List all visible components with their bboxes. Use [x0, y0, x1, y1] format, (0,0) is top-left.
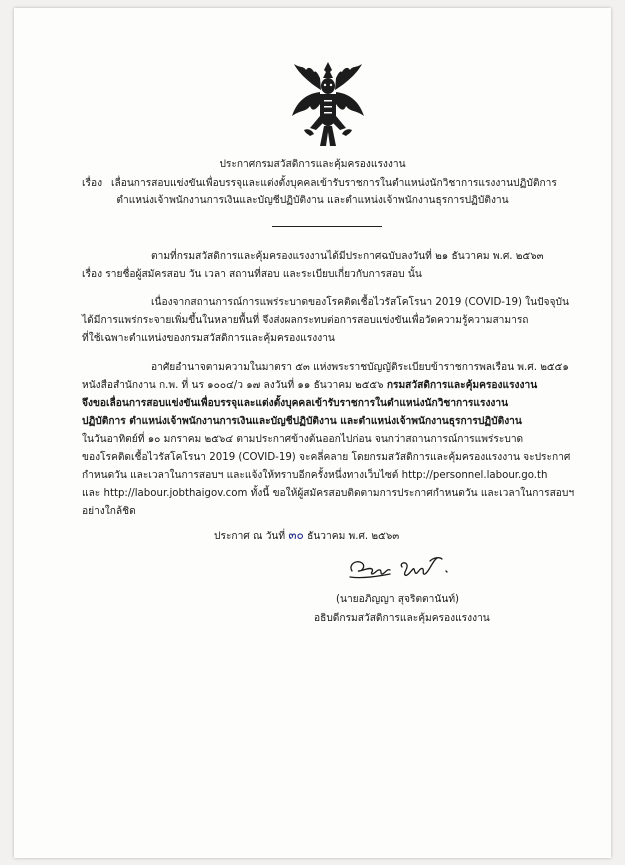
- para3-line7: กำหนดวัน และเวลาในการสอบฯ และแจ้งให้ทราบอีกครั้งหนึ่งทางเว็บไซต์ http://personnel.labour.go.th: [82, 470, 548, 481]
- para2-line2: ได้มีการแพร่กระจายเพิ่มขึ้นในหลายพื้นที่ จึงส่งผลกระทบต่อการสอบแข่งขันเพื่อวัดความรู้ความสามารถ: [82, 315, 529, 326]
- para3-line2-normal: หนังสือสำนักงาน ก.พ. ที่ นร ๑๐๐๔/ว ๑๗ ลงวันที่ ๑๑ ธันวาคม ๒๕๕๖: [82, 380, 387, 391]
- para3-line3: จึงขอเลื่อนการสอบแข่งขันเพื่อบรรจุและแต่งตั้งบุคคลเข้ารับราชการในตำแหน่งนักวิชาการแรงงาน: [82, 398, 509, 409]
- para3-line6: ของโรคติดเชื้อไวรัสโคโรนา 2019 (COVID-19) จะคลี่คลาย โดยกรมสวัสดิการและคุ้มครองแรงงาน จะประกาศ: [82, 452, 571, 463]
- date-suffix: ธันวาคม พ.ศ. ๒๕๖๓: [307, 531, 400, 542]
- handwritten-signature: [346, 549, 456, 585]
- para3-line4: ปฏิบัติการ ตำแหน่งเจ้าพนักงานการเงินและบัญชีปฏิบัติงาน และตำแหน่งเจ้าพนักงานธุรการปฏิบัติงาน: [82, 416, 522, 427]
- subject-label: เรื่อง: [82, 178, 103, 189]
- announcement-title: ประกาศกรมสวัสดิการและคุ้มครองแรงงาน: [219, 159, 406, 170]
- para3-line2: [82, 379, 537, 393]
- document-page: [14, 8, 611, 858]
- subject-line-1: เลื่อนการสอบแข่งขันเพื่อบรรจุและแต่งตั้งบุคคลเข้ารับราชการในตำแหน่งนักวิชาการแรงงานปฏิบัติการ: [111, 178, 557, 189]
- signer-position: อธิบดีกรมสวัสดิการและคุ้มครองแรงงาน: [314, 613, 490, 624]
- signer-name: (นายอภิญญา สุจริตตานันท์): [336, 594, 460, 605]
- title-divider: [272, 226, 382, 227]
- para1-line2: เรื่อง รายชื่อผู้สมัครสอบ วัน เวลา สถานที่สอบ และระเบียบเกี่ยวกับการสอบ นั้น: [82, 269, 422, 280]
- garuda-emblem: [290, 60, 366, 150]
- para3-line1: อาศัยอำนาจตามความในมาตรา ๕๓ แห่งพระราชบัญญัติระเบียบข้าราชการพลเรือน พ.ศ. ๒๕๕๑: [151, 362, 569, 373]
- subject-line-2: ตำแหน่งเจ้าพนักงานการเงินและบัญชีปฏิบัติงาน และตำแหน่งเจ้าพนักงานธุรการปฏิบัติงาน: [116, 195, 509, 206]
- para2-line1: เนื่องจากสถานการณ์การแพร่ระบาดของโรคติดเชื้อไวรัสโคโรนา 2019 (COVID-19) ในปัจจุบัน: [151, 297, 569, 308]
- para3-line5: ในวันอาทิตย์ที่ ๑๐ มกราคม ๒๕๖๔ ตามประกาศข้างต้นออกไปก่อน จนกว่าสถานการณ์การแพร่ระบาด: [82, 434, 524, 445]
- para3-line8: และ http://labour.jobthaigov.com ทั้งนี้ ขอให้ผู้สมัครสอบติดตามการประกาศกำหนดวัน และเวลาในการสอบฯ: [82, 488, 575, 499]
- para2-line3: ที่ใช้เฉพาะตำแหน่งของกรมสวัสดิการและคุ้มครองแรงงาน: [82, 333, 335, 344]
- date-prefix: ประกาศ ณ วันที่: [214, 531, 286, 542]
- date-line: [214, 528, 399, 544]
- para3-line9: อย่างใกล้ชิด: [82, 506, 136, 517]
- para3-line2-bold: กรมสวัสดิการและคุ้มครองแรงงาน: [386, 380, 538, 391]
- para1-line1: ตามที่กรมสวัสดิการและคุ้มครองแรงงานได้มีประกาศฉบับลงวันที่ ๒๑ ธันวาคม พ.ศ. ๒๕๖๓: [151, 251, 544, 262]
- date-day: ๓๐: [288, 528, 304, 542]
